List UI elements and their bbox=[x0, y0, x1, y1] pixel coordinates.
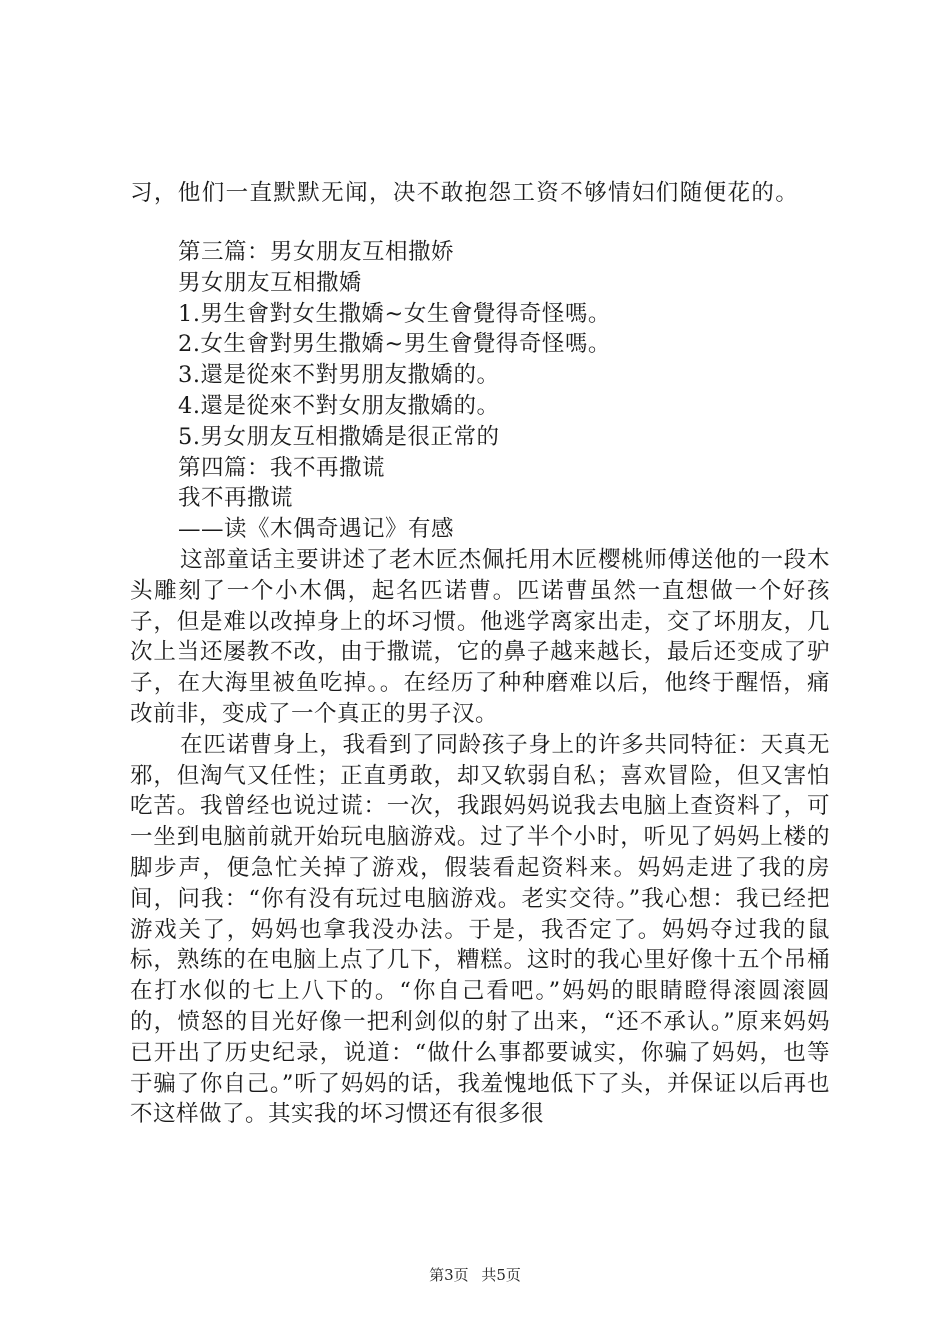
document-body bbox=[130, 237, 830, 1130]
list-item: 1.男生會對女生撒嬌~女生會覺得奇怪嗎。 bbox=[178, 300, 611, 327]
section-four-title: 第四篇：我不再撒谎 bbox=[178, 454, 386, 481]
page-number: 第3页 bbox=[429, 1266, 469, 1284]
list-item: 2.女生會對男生撒嬌~男生會覺得奇怪嗎。 bbox=[178, 331, 611, 358]
section-three-title: 第三篇：男女朋友互相撒娇 bbox=[178, 239, 455, 265]
continuation-line: 习，他们一直默默无闻，决不敢抱怨工资不够情妇们随便花的。 bbox=[130, 180, 800, 206]
body-paragraph: 在匹诺曹身上，我看到了同龄孩子身上的许多共同特征：天真无邪，但淘气又任性；正直勇敢，却又软弱自私；喜欢冒险，但又害怕吃苦。我曾经也说过谎：一次，我跟妈妈说我去电脑上查资料了，可一坐到电脑前就开始玩电脑游戏。过了半个小时，听见了妈妈上楼的脚步声，便急忙关掉了游戏，假装看起资料来。妈妈走进了我的房间，问我：“你有没有玩过电脑游戏。老实交待。”我心想：我已经把游戏关了，妈妈也拿我没办法。于是，我否定了。妈妈夺过我的鼠标，熟练的在电脑上点了几下，糟糕。这时的我心里好像十五个吊桶在打水似的七上八下的。“你自己看吧。”妈妈的眼睛瞪得滚圆滚圆的，愤怒的目光好像一把利剑似的射了出来，“还不承认。”原来妈妈已开出了历史纪录，说道：“做什么事都要诚实，你骗了妈妈，也等于骗了你自己。”听了妈妈的话，我羞愧地低下了头，并保证以后再也不这样做了。其实我的坏习惯还有很多很 bbox=[130, 731, 830, 1128]
essay-title: 我不再撒谎 bbox=[178, 485, 294, 512]
body-paragraph: 这部童话主要讲述了老木匠杰佩托用木匠樱桃师傅送他的一段木头雕刻了一个小木偶，起名匹诺曹。匹诺曹虽然一直想做一个好孩子，但是难以改掉身上的坏习惯。他逃学离家出走，交了坏朋友，几次上当还屡教不改，由于撒谎，它的鼻子越来越长，最后还变成了驴子，在大海里被鱼吃掉。。在经历了种种磨难以后，他终于醒悟，痛改前非，变成了一个真正的男子汉。 bbox=[130, 546, 830, 727]
list-item: 3.還是從來不對男朋友撒嬌的。 bbox=[178, 362, 500, 389]
section-three-subtitle: 男女朋友互相撒嬌 bbox=[178, 269, 363, 296]
essay-subtitle: ——读《木偶奇遇记》有感 bbox=[178, 516, 455, 543]
list-item: 5.男女朋友互相撒嬌是很正常的 bbox=[178, 423, 500, 450]
page-footer bbox=[0, 1265, 950, 1285]
page-total: 共5页 bbox=[481, 1266, 521, 1284]
list-item: 4.還是從來不對女朋友撒嬌的。 bbox=[178, 392, 500, 419]
